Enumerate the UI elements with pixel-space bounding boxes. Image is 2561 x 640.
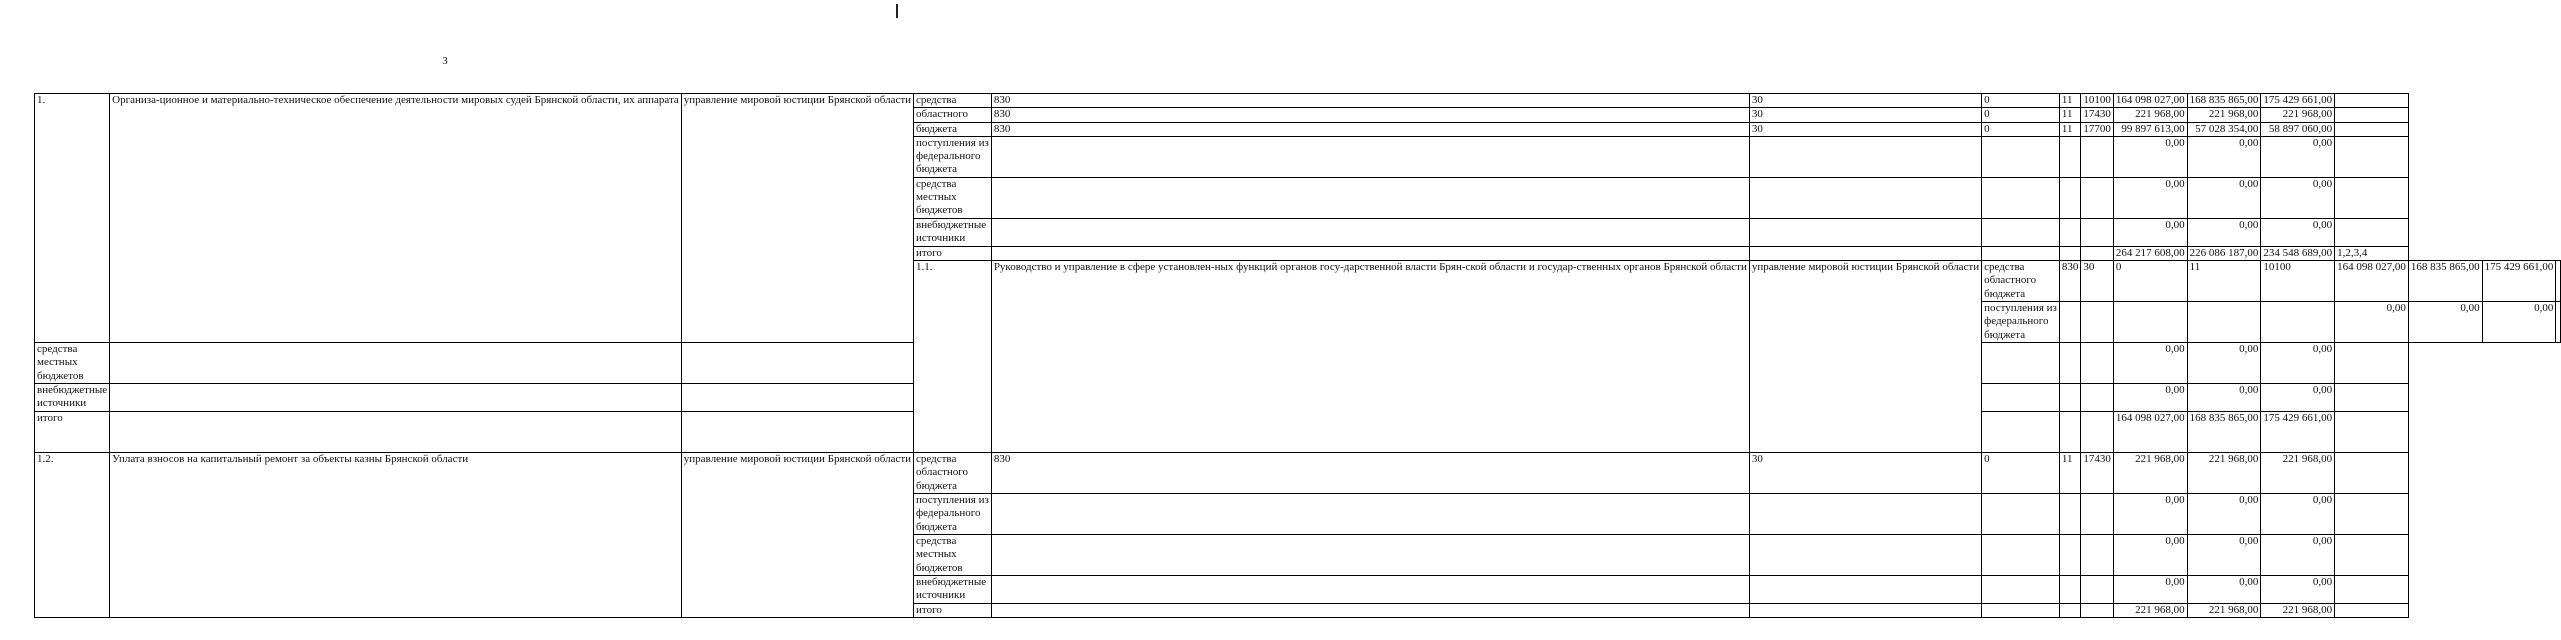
total-cell: 164 098 027,00 bbox=[2113, 412, 2187, 453]
source-label: итого bbox=[914, 604, 992, 618]
total-cell: 226 086 187,00 bbox=[2187, 246, 2261, 260]
source-label: итого bbox=[914, 246, 992, 260]
total-cell: 264 217 608,00 bbox=[2113, 246, 2187, 260]
value-cell: 0,00 bbox=[2335, 302, 2409, 343]
source-label: итого bbox=[35, 412, 110, 453]
value-cell: 221 968,00 bbox=[2187, 453, 2261, 494]
code-cell: 830 bbox=[2059, 261, 2081, 302]
activity-name: Руководство и управление в сфере установлен-ных функций органов госу-дарственной власти Брян-ской области и государ-ственных органов Брянской области bbox=[991, 261, 1749, 453]
value-cell: 0,00 bbox=[2113, 218, 2187, 246]
note-cell bbox=[2335, 108, 2409, 122]
value-cell: 0,00 bbox=[2482, 302, 2556, 343]
value-cell: 0,00 bbox=[2113, 384, 2187, 412]
source-label: поступления из федерального бюджета bbox=[914, 494, 992, 535]
budget-table bbox=[34, 93, 2561, 618]
source-label: средства bbox=[914, 94, 992, 108]
source-label: поступления из федерального бюджета bbox=[914, 136, 992, 177]
code-cell: 30 bbox=[1749, 94, 1981, 108]
source-label: поступления из федерального бюджета bbox=[1982, 302, 2060, 343]
value-cell: 99 897 613,00 bbox=[2113, 122, 2187, 136]
value-cell: 0,00 bbox=[2187, 384, 2261, 412]
value-cell: 0,00 bbox=[2261, 136, 2335, 177]
code-cell: 830 bbox=[991, 122, 1749, 136]
code-cell: 0 bbox=[2113, 261, 2187, 302]
row-number: 1. bbox=[35, 94, 110, 343]
value-cell: 0,00 bbox=[2187, 494, 2261, 535]
table-row bbox=[35, 453, 2561, 494]
value-cell: 221 968,00 bbox=[2113, 453, 2187, 494]
value-cell: 0,00 bbox=[2261, 576, 2335, 604]
value-cell: 0,00 bbox=[2113, 494, 2187, 535]
source-label: средства областного бюджета bbox=[1982, 261, 2060, 302]
code-cell: 0 bbox=[1982, 122, 2060, 136]
code-cell: 10100 bbox=[2261, 261, 2335, 302]
value-cell: 0,00 bbox=[2261, 384, 2335, 412]
value-cell: 175 429 661,00 bbox=[2482, 261, 2556, 302]
total-cell: 175 429 661,00 bbox=[2261, 412, 2335, 453]
value-cell: 168 835 865,00 bbox=[2408, 261, 2482, 302]
value-cell: 0,00 bbox=[2187, 535, 2261, 576]
value-cell: 0,00 bbox=[2113, 136, 2187, 177]
value-cell: 164 098 027,00 bbox=[2113, 94, 2187, 108]
value-cell: 164 098 027,00 bbox=[2335, 261, 2409, 302]
source-label: бюджета bbox=[914, 122, 992, 136]
code-cell: 30 bbox=[1749, 108, 1981, 122]
value-cell: 58 897 060,00 bbox=[2261, 122, 2335, 136]
source-label: средства местных бюджетов bbox=[914, 177, 992, 218]
value-cell: 0,00 bbox=[2187, 136, 2261, 177]
value-cell: 0,00 bbox=[2261, 177, 2335, 218]
code-cell: 17430 bbox=[2081, 453, 2114, 494]
code-cell: 11 bbox=[2187, 261, 2261, 302]
value-cell: 0,00 bbox=[2187, 343, 2261, 384]
value-cell: 221 968,00 bbox=[2187, 108, 2261, 122]
source-label: внебюджетные источники bbox=[914, 576, 992, 604]
source-label: внебюджетные источники bbox=[914, 218, 992, 246]
value-cell: 0,00 bbox=[2187, 218, 2261, 246]
code-cell: 11 bbox=[2059, 122, 2081, 136]
scan-edge-mark bbox=[896, 4, 898, 18]
value-cell: 0,00 bbox=[2187, 177, 2261, 218]
source-label: средства местных бюджетов bbox=[914, 535, 992, 576]
value-cell: 168 835 865,00 bbox=[2187, 94, 2261, 108]
code-cell: 0 bbox=[1982, 94, 2060, 108]
note-cell: 1,2,3,4 bbox=[2335, 246, 2409, 260]
value-cell: 0,00 bbox=[2113, 343, 2187, 384]
value-cell: 0,00 bbox=[2261, 218, 2335, 246]
value-cell: 0,00 bbox=[2261, 494, 2335, 535]
value-cell: 0,00 bbox=[2187, 576, 2261, 604]
note-cell bbox=[2335, 122, 2409, 136]
total-cell: 221 968,00 bbox=[2187, 604, 2261, 618]
source-label: областного bbox=[914, 108, 992, 122]
value-cell: 175 429 661,00 bbox=[2261, 94, 2335, 108]
value-cell: 0,00 bbox=[2113, 535, 2187, 576]
code-cell: 30 bbox=[1749, 122, 1981, 136]
code-cell: 10100 bbox=[2081, 94, 2114, 108]
table-row bbox=[35, 94, 2561, 108]
value-cell: 0,00 bbox=[2113, 576, 2187, 604]
code-cell: 17430 bbox=[2081, 108, 2114, 122]
total-cell: 221 968,00 bbox=[2261, 604, 2335, 618]
value-cell: 57 028 354,00 bbox=[2187, 122, 2261, 136]
source-label: средства местных бюджетов bbox=[35, 343, 110, 384]
code-cell: 830 bbox=[991, 108, 1749, 122]
code-cell: 11 bbox=[2059, 453, 2081, 494]
code-cell: 0 bbox=[1982, 108, 2060, 122]
total-cell: 221 968,00 bbox=[2113, 604, 2187, 618]
activity-name: Уплата взносов на капитальный ремонт за объекты казны Брянской области bbox=[110, 453, 682, 618]
code-cell: 830 bbox=[991, 453, 1749, 494]
source-label: средства областного бюджета bbox=[914, 453, 992, 494]
code-cell: 30 bbox=[2081, 261, 2114, 302]
code-cell: 17700 bbox=[2081, 122, 2114, 136]
page-number: 3 bbox=[442, 55, 448, 67]
value-cell: 0,00 bbox=[2261, 535, 2335, 576]
code-cell: 0 bbox=[1982, 453, 2060, 494]
value-cell: 0,00 bbox=[2261, 343, 2335, 384]
total-cell: 234 548 689,00 bbox=[2261, 246, 2335, 260]
code-cell: 830 bbox=[991, 94, 1749, 108]
executor: управление мировой юстиции Брянской области bbox=[1749, 261, 1981, 453]
row-number: 1.2. bbox=[35, 453, 110, 618]
total-cell: 168 835 865,00 bbox=[2187, 412, 2261, 453]
value-cell: 221 968,00 bbox=[2261, 108, 2335, 122]
value-cell: 221 968,00 bbox=[2261, 453, 2335, 494]
activity-name: Организа-ционное и материально-техническое обеспечение деятельности мировых судей Брянской области, их аппарата bbox=[110, 94, 682, 343]
executor: управление мировой юстиции Брянской области bbox=[681, 453, 913, 618]
note-cell bbox=[2335, 94, 2409, 108]
value-cell: 0,00 bbox=[2408, 302, 2482, 343]
value-cell: 0,00 bbox=[2113, 177, 2187, 218]
executor: управление мировой юстиции Брянской области bbox=[681, 94, 913, 343]
source-label: внебюджетные источники bbox=[35, 384, 110, 412]
code-cell: 30 bbox=[1749, 453, 1981, 494]
code-cell: 11 bbox=[2059, 108, 2081, 122]
code-cell: 11 bbox=[2059, 94, 2081, 108]
value-cell: 221 968,00 bbox=[2113, 108, 2187, 122]
row-number: 1.1. bbox=[914, 261, 992, 453]
